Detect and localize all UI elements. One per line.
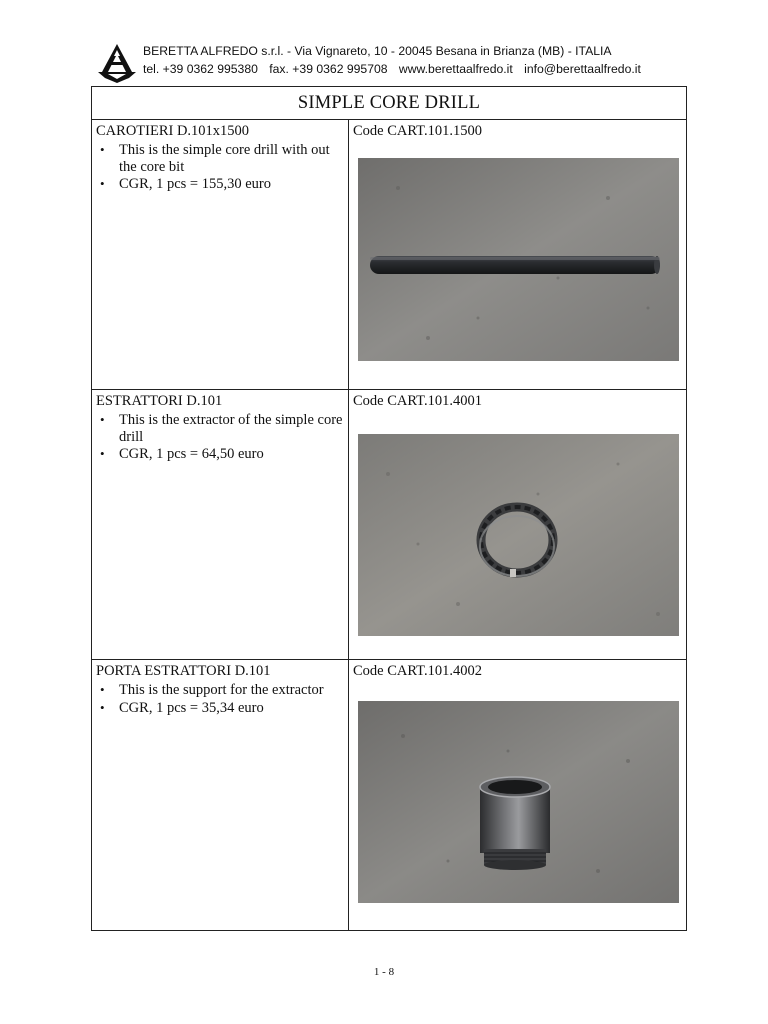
page-number: 1 - 8: [373, 966, 395, 978]
product-code-cell: [349, 120, 686, 389]
product-row: [92, 660, 686, 930]
bullet-item: • This is the simple core drill with out the core bit: [100, 142, 330, 175]
product-description-cell: [92, 390, 349, 659]
product-bullets: [98, 412, 344, 464]
document-title: SIMPLE CORE DRILL: [92, 87, 686, 120]
bullet-item: • CGR, 1 pcs = 35,34 euro: [100, 699, 264, 716]
product-code: Code CART.101.4002: [353, 663, 482, 679]
product-description-cell: [92, 120, 349, 389]
product-row: [92, 120, 686, 390]
product-table: [91, 86, 687, 931]
bullet-item: • CGR, 1 pcs = 64,50 euro: [100, 446, 264, 462]
bullet-icon: •: [100, 176, 105, 191]
bullet-item: • This is the extractor of the simple core drill: [100, 412, 343, 445]
product-name: CAROTIERI D.101x1500: [96, 123, 250, 139]
website-link[interactable]: www.berettaalfredo.it: [398, 62, 513, 76]
product-code-cell: [349, 390, 686, 659]
bullet-icon: •: [100, 446, 105, 461]
bullet-icon: •: [100, 412, 105, 427]
product-description-cell: [92, 660, 349, 930]
product-bullets: [98, 682, 344, 717]
company-address: BERETTA ALFREDO s.r.l. - Via Vignareto, 10 - 20045 Besana in Brianza (MB) - ITALIA: [143, 44, 612, 58]
email-link[interactable]: info@berettaalfredo.it: [524, 62, 641, 76]
product-code-cell: [349, 660, 686, 930]
letterhead: [96, 40, 696, 84]
bullet-item: • This is the support for the extractor: [100, 682, 324, 698]
product-code: Code CART.101.1500: [353, 123, 482, 139]
core-drill-tube-photo: [358, 158, 679, 361]
bullet-icon: •: [100, 699, 105, 715]
fax-number: fax. +39 0362 995708: [269, 62, 388, 76]
product-bullets: [98, 142, 344, 194]
product-name: PORTA ESTRATTORI D.101: [96, 663, 271, 679]
product-name: ESTRATTORI D.101: [96, 393, 223, 409]
extractor-support-photo: [358, 701, 679, 903]
product-code: Code CART.101.4001: [353, 393, 482, 409]
product-row: [92, 390, 686, 660]
beretta-ab-logo-icon: [96, 42, 138, 84]
bullet-icon: •: [100, 142, 105, 157]
contact-line: [143, 62, 649, 76]
extractor-ring-photo: [358, 434, 679, 636]
bullet-icon: •: [100, 682, 105, 697]
phone-number: tel. +39 0362 995380: [143, 62, 258, 76]
bullet-item: • CGR, 1 pcs = 155,30 euro: [100, 176, 271, 192]
